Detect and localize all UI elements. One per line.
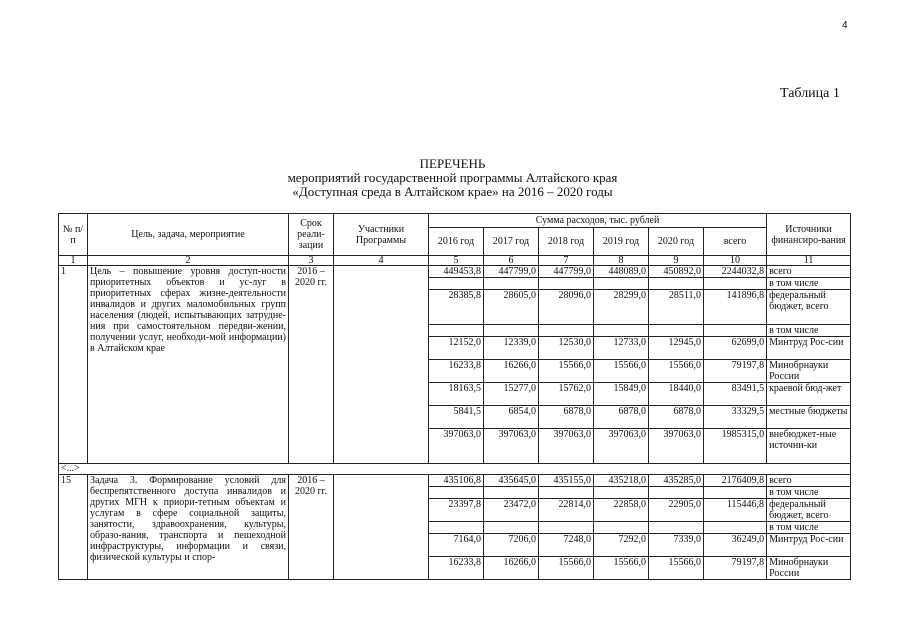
document-title: ПЕРЕЧЕНЬ [419,156,486,171]
amount-cell: 397063,0 [539,429,594,464]
separator-row [59,464,851,475]
row-description: Задача 3. Формирование условий для беспрепятственного доступа инвалидов и других МГН к приори-тетным объектам и услугам в сфере социальной защиты, занятости, здравоохранения, культуры, образо-вания, транспорта и пешеходной инфраструктуры, информации и связи, физической культуры и спор- [88,475,289,580]
col-index: 6 [484,256,539,266]
amount-cell: 22814,0 [539,499,594,522]
amount-cell: 15762,0 [539,383,594,406]
row-number: 15 [59,475,88,580]
funding-source: всего [767,475,851,487]
amount-cell [594,325,649,337]
amount-cell [704,325,767,337]
col-index: 3 [289,256,334,266]
amount-cell: 447799,0 [484,266,539,278]
amount-cell: 397063,0 [429,429,484,464]
funding-source: федеральный бюджет, всего [767,290,851,325]
amount-cell [594,487,649,499]
amount-cell: 28299,0 [594,290,649,325]
funding-source: федеральный бюджет, всего [767,499,851,522]
amount-cell: 15566,0 [649,557,704,580]
amount-cell [594,278,649,290]
amount-cell: 397063,0 [649,429,704,464]
amount-cell: 7206,0 [484,534,539,557]
amount-cell: 15566,0 [594,557,649,580]
amount-cell: 28096,0 [539,290,594,325]
funding-source: в том числе [767,325,851,337]
amount-cell: 15566,0 [539,557,594,580]
amount-cell: 12530,0 [539,337,594,360]
amount-cell: 15277,0 [484,383,539,406]
header-sum: Сумма расходов, тыс. рублей [429,214,767,228]
document-subtitle-line2: «Доступная среда в Алтайском крае» на 2016 – 2020 годы [292,184,613,199]
amount-cell [429,487,484,499]
funding-source: в том числе [767,487,851,499]
header-2019: 2019 год [594,228,649,256]
amount-cell: 16266,0 [484,557,539,580]
amount-cell: 6854,0 [484,406,539,429]
amount-cell: 6878,0 [594,406,649,429]
amount-cell: 28511,0 [649,290,704,325]
amount-cell [649,325,704,337]
amount-cell: 83491,5 [704,383,767,406]
amount-cell: 7339,0 [649,534,704,557]
amount-cell: 15566,0 [649,360,704,383]
header-participants: Участники Программы [334,214,429,256]
amount-cell: 22858,0 [594,499,649,522]
amount-cell [429,278,484,290]
col-index: 4 [334,256,429,266]
amount-cell: 16266,0 [484,360,539,383]
amount-cell: 23472,0 [484,499,539,522]
amount-cell: 2244032,8 [704,266,767,278]
col-index: 11 [767,256,851,266]
amount-cell: 15566,0 [539,360,594,383]
amount-cell: 12339,0 [484,337,539,360]
amount-cell: 28605,0 [484,290,539,325]
header-total: всего [704,228,767,256]
amount-cell: 1985315,0 [704,429,767,464]
amount-cell [484,278,539,290]
measures-table [58,213,851,580]
funding-source: в том числе [767,522,851,534]
header-2017: 2017 год [484,228,539,256]
amount-cell: 435106,8 [429,475,484,487]
amount-cell: 448089,0 [594,266,649,278]
funding-source: местные бюджеты [767,406,851,429]
row-participants [334,475,429,580]
amount-cell: 435155,0 [539,475,594,487]
funding-source: Минобрнауки России [767,557,851,580]
amount-cell [594,522,649,534]
amount-cell: 141896,8 [704,290,767,325]
funding-source: в том числе [767,278,851,290]
amount-cell [539,278,594,290]
funding-source: всего [767,266,851,278]
row-number: 1 [59,266,88,464]
amount-cell [429,325,484,337]
col-index: 2 [88,256,289,266]
separator-text: <...> [59,464,851,475]
amount-cell: 6878,0 [539,406,594,429]
funding-source: Минтруд Рос-сии [767,337,851,360]
amount-cell: 79197,8 [704,360,767,383]
table-row [59,475,851,487]
amount-cell [704,522,767,534]
amount-cell: 28385,8 [429,290,484,325]
amount-cell [649,487,704,499]
amount-cell [539,522,594,534]
amount-cell [704,278,767,290]
amount-cell: 18163,5 [429,383,484,406]
table-label: Таблица 1 [780,86,840,101]
amount-cell: 435218,0 [594,475,649,487]
col-index: 9 [649,256,704,266]
funding-source: Минтруд Рос-сии [767,534,851,557]
amount-cell [649,278,704,290]
amount-cell: 23397,8 [429,499,484,522]
amount-cell: 62699,0 [704,337,767,360]
amount-cell [539,325,594,337]
header-num: № п/п [59,214,88,256]
amount-cell [484,487,539,499]
col-index: 8 [594,256,649,266]
amount-cell [704,487,767,499]
col-index: 1 [59,256,88,266]
amount-cell [649,522,704,534]
row-term: 2016 – 2020 гг. [289,475,334,580]
amount-cell: 397063,0 [594,429,649,464]
row-participants [334,266,429,464]
amount-cell: 16233,8 [429,557,484,580]
amount-cell: 22905,0 [649,499,704,522]
row-description: Цель – повышение уровня доступ-ности приоритетных объектов и ус-луг в приоритетных сферах жизне-деятельности инвалидов и других маломобильных групп населения (людей, испытывающих затрудне-ния при самостоятельном передви-жении, получении услуг, необходи-мой информации) в Алтайском крае [88,266,289,464]
document-subtitle-line1: мероприятий государственной программы Алтайского края [287,170,618,185]
amount-cell: 15566,0 [594,360,649,383]
header-goal: Цель, задача, мероприятие [88,214,289,256]
amount-cell: 435285,0 [649,475,704,487]
header-sources: Источники финансиро-вания [767,214,851,256]
funding-source: краевой бюд-жет [767,383,851,406]
amount-cell [484,325,539,337]
amount-cell: 5841,5 [429,406,484,429]
col-index: 10 [704,256,767,266]
amount-cell: 6878,0 [649,406,704,429]
amount-cell: 18440,0 [649,383,704,406]
col-index: 5 [429,256,484,266]
amount-cell: 450892,0 [649,266,704,278]
header-term: Срок реали-зации [289,214,334,256]
header-2016: 2016 год [429,228,484,256]
amount-cell [539,487,594,499]
amount-cell: 2176409,8 [704,475,767,487]
funding-source: Минобрнауки России [767,360,851,383]
header-2020: 2020 год [649,228,704,256]
page-number: 4 [842,20,848,31]
amount-cell: 7164,0 [429,534,484,557]
amount-cell [484,522,539,534]
column-index-row [59,256,851,266]
amount-cell: 115446,8 [704,499,767,522]
table-row [59,266,851,278]
col-index: 7 [539,256,594,266]
funding-source: внебюджет-ные источни-ки [767,429,851,464]
amount-cell: 12945,0 [649,337,704,360]
amount-cell: 435645,0 [484,475,539,487]
amount-cell: 15849,0 [594,383,649,406]
row-term: 2016 – 2020 гг. [289,266,334,464]
amount-cell: 33329,5 [704,406,767,429]
amount-cell: 12152,0 [429,337,484,360]
amount-cell: 7292,0 [594,534,649,557]
amount-cell [429,522,484,534]
amount-cell: 36249,0 [704,534,767,557]
amount-cell: 449453,8 [429,266,484,278]
amount-cell: 79197,8 [704,557,767,580]
amount-cell: 12733,0 [594,337,649,360]
header-2018: 2018 год [539,228,594,256]
amount-cell: 447799,0 [539,266,594,278]
amount-cell: 7248,0 [539,534,594,557]
amount-cell: 16233,8 [429,360,484,383]
amount-cell: 397063,0 [484,429,539,464]
